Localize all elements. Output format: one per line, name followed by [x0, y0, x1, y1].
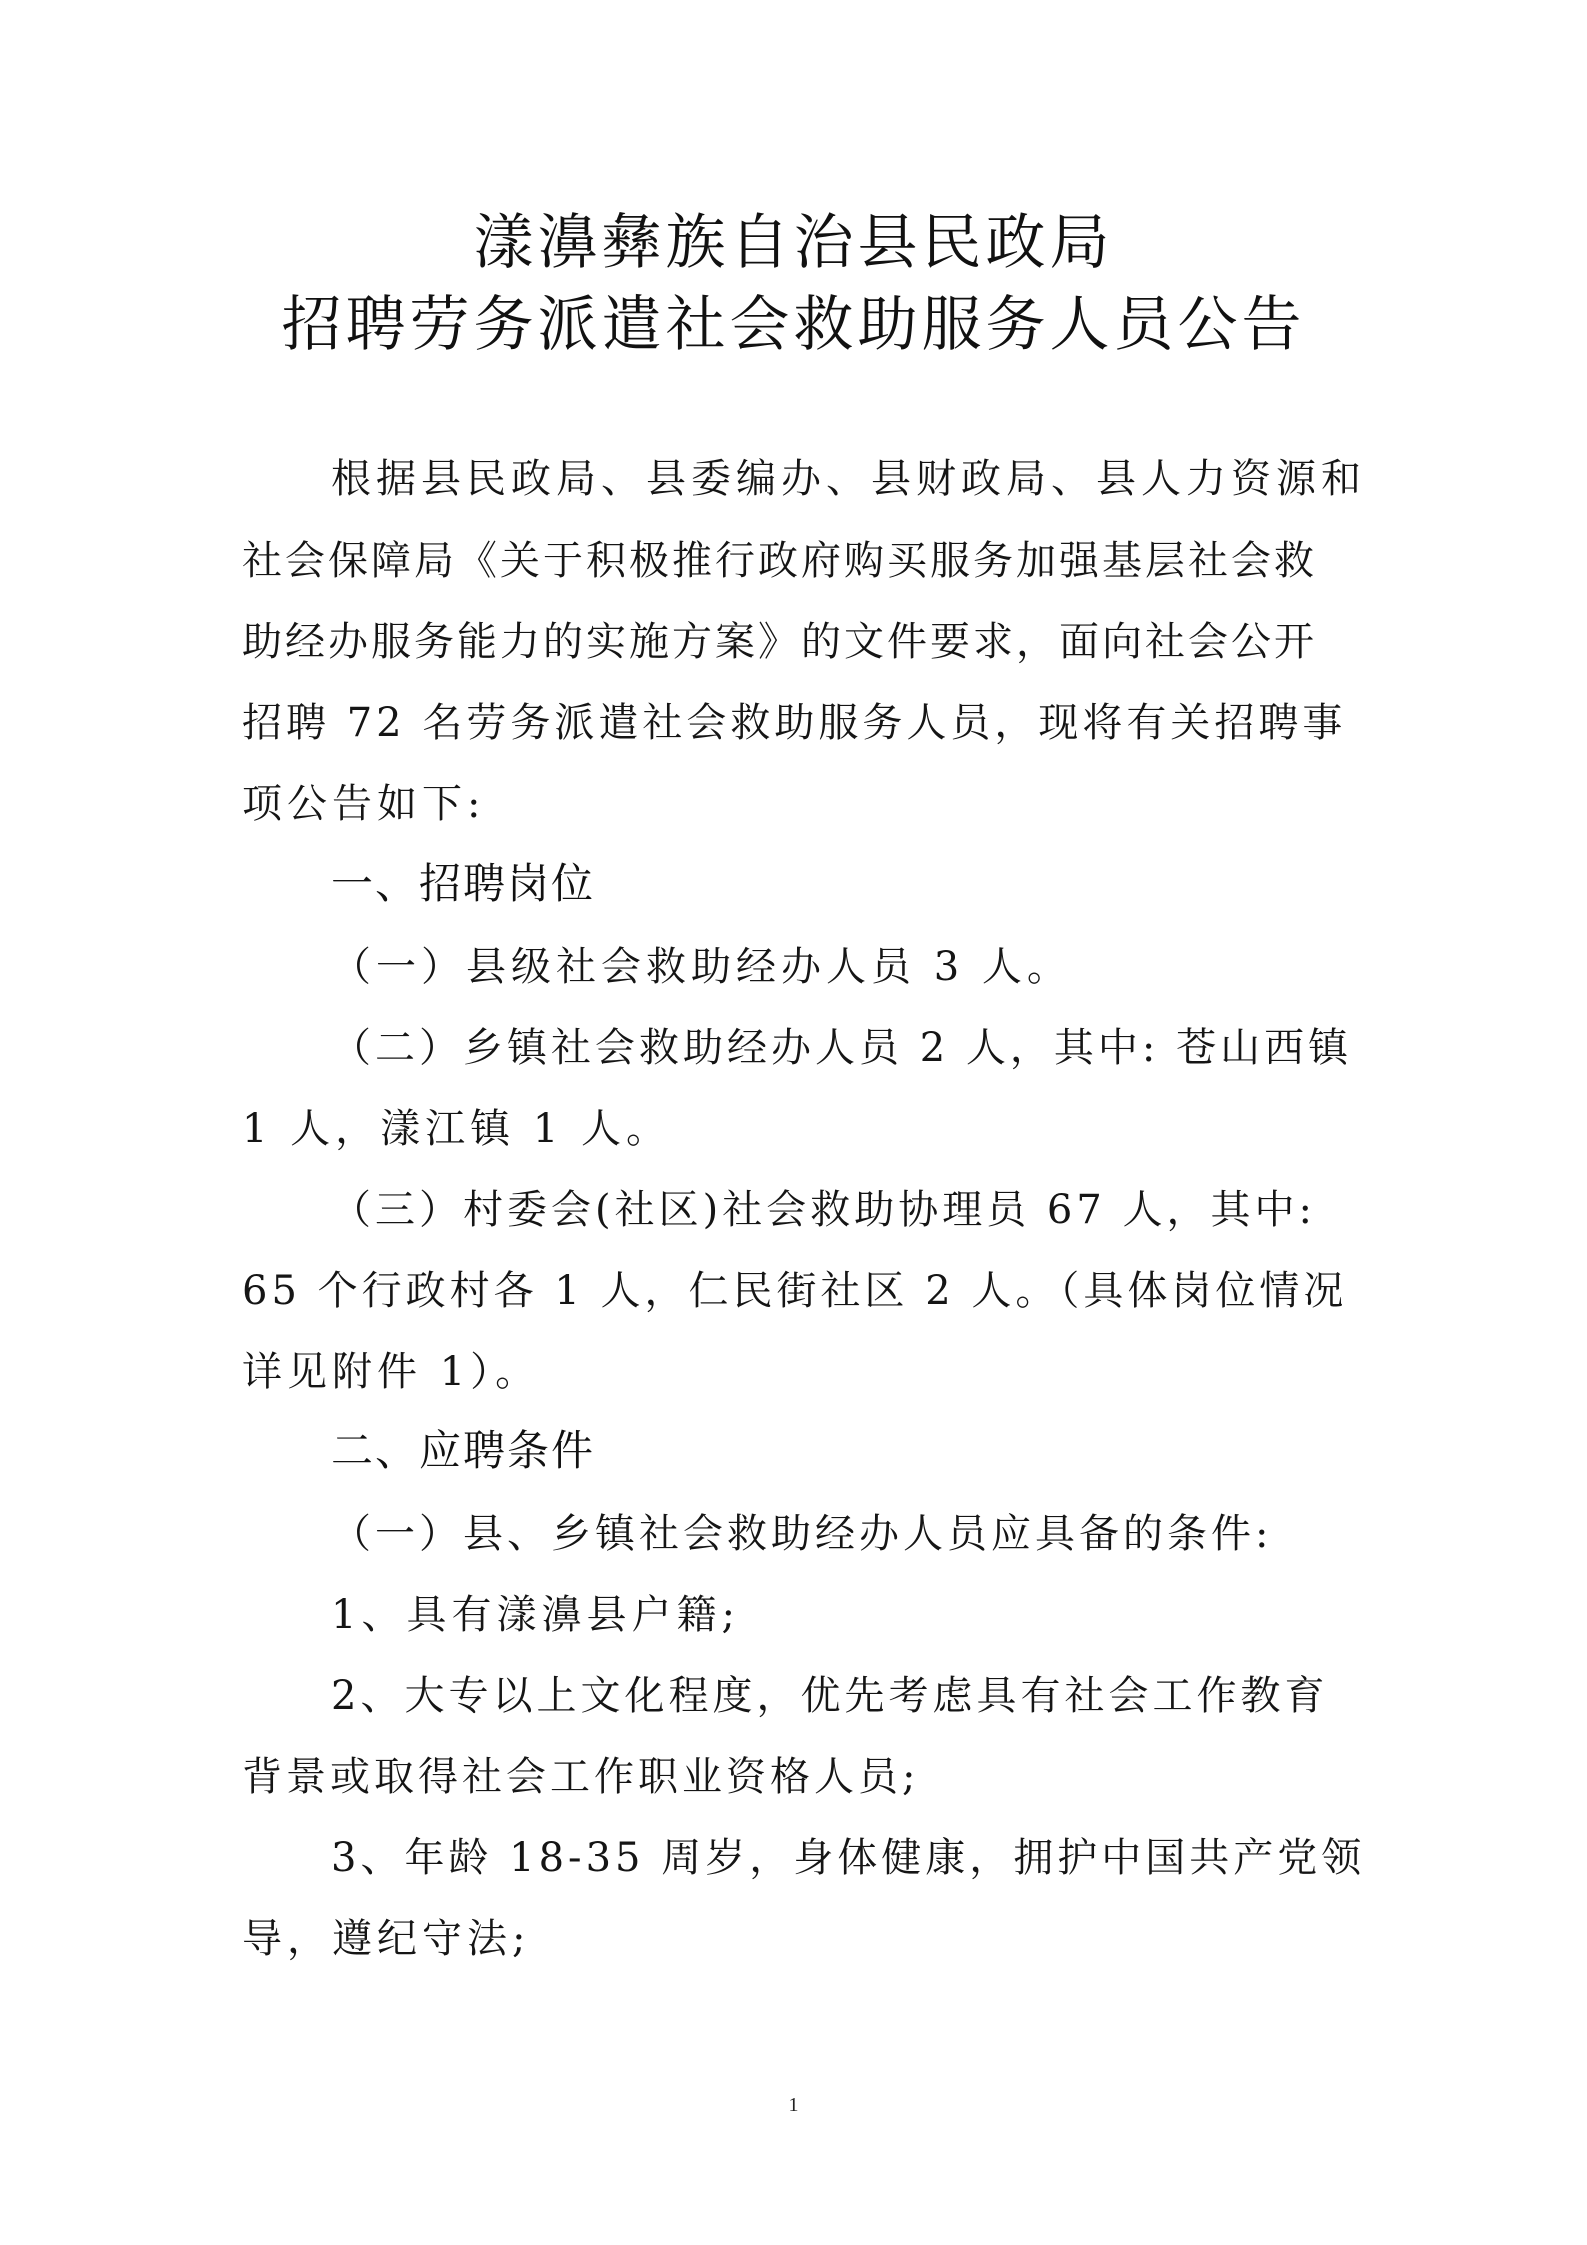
requirement-item-2-line-1: 2、大专以上文化程度，优先考虑具有社会工作教育 — [331, 1673, 1329, 1719]
requirement-item-3-line-2: 导，遵纪守法; — [242, 1916, 531, 1962]
position-item-3-line-1: （三）村委会(社区)社会救助协理员 67 人，其中: — [331, 1187, 1317, 1233]
section-heading-positions: 一、招聘岗位 — [331, 859, 596, 908]
position-item-2-line-2: 1 人，漾江镇 1 人。 — [242, 1106, 672, 1152]
position-item-2-line-1: （二）乡镇社会救助经办人员 2 人，其中: 苍山西镇 — [331, 1025, 1353, 1071]
page-number: 1 — [788, 2094, 799, 2116]
section-heading-requirements: 二、应聘条件 — [331, 1426, 596, 1475]
paragraph-intro-line-4: 招聘 72 名劳务派遣社会救助服务人员，现将有关招聘事 — [242, 700, 1347, 746]
position-item-3-line-3: 详见附件 1）。 — [242, 1349, 541, 1395]
title-line-1: 漾濞彝族自治县民政局 — [473, 208, 1114, 278]
position-item-1: （一）县级社会救助经办人员 3 人。 — [331, 944, 1072, 990]
paragraph-intro-line-5: 项公告如下: — [242, 781, 486, 827]
paragraph-intro-line-3: 助经办服务能力的实施方案》的文件要求，面向社会公开 — [242, 619, 1317, 665]
requirement-item-2-line-2: 背景或取得社会工作职业资格人员; — [242, 1754, 920, 1800]
position-item-3-line-2: 65 个行政村各 1 人，仁民街社区 2 人。（具体岗位情况 — [242, 1268, 1348, 1314]
requirement-item-1: 1、具有漾濞县户籍; — [331, 1592, 740, 1638]
paragraph-intro-line-2: 社会保障局《关于积极推行政府购买服务加强基层社会救 — [242, 538, 1317, 584]
title-line-2: 招聘劳务派遣社会救助服务人员公告 — [281, 290, 1306, 360]
requirement-item-3-line-1: 3、年龄 18-35 周岁，身体健康，拥护中国共产党领 — [331, 1835, 1366, 1881]
requirements-subheading: （一）县、乡镇社会救助经办人员应具备的条件: — [331, 1511, 1273, 1557]
paragraph-intro-line-1: 根据县民政局、县委编办、县财政局、县人力资源和 — [331, 456, 1366, 502]
